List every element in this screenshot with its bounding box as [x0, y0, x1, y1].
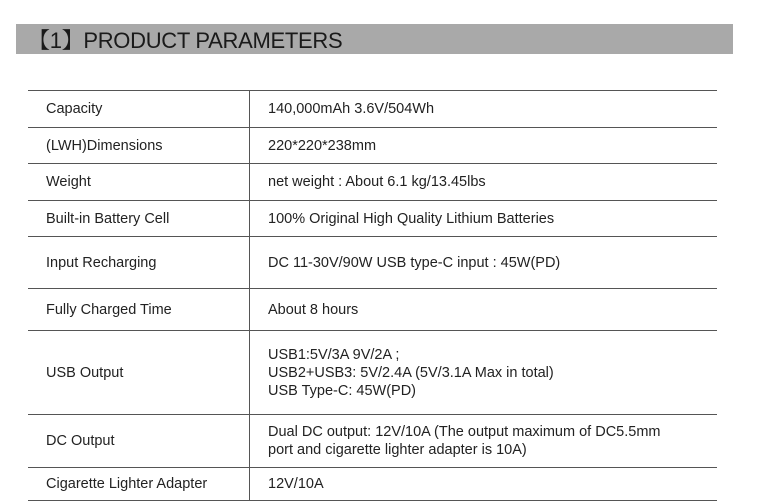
- table-row: [28, 289, 717, 331]
- table-row: [28, 415, 717, 468]
- parameter-value-line: 140,000mAh 3.6V/504Wh: [268, 101, 435, 117]
- parameter-value: [250, 331, 718, 415]
- table-row: [28, 201, 717, 237]
- parameter-label: Cigarette Lighter Adapter: [28, 468, 250, 501]
- parameter-value: [250, 415, 718, 468]
- table-row: [28, 128, 717, 164]
- parameter-value: [250, 128, 718, 164]
- table-row: [28, 91, 717, 128]
- parameter-value-line: USB2+USB3: 5V/2.4A (5V/3.1A Max in total): [268, 364, 554, 381]
- parameter-value-line: About 8 hours: [268, 301, 359, 318]
- parameter-value-line: Dual DC output: 12V/10A (The output maximum of DC5.5mm: [268, 424, 661, 440]
- parameter-label: Input Recharging: [28, 237, 250, 289]
- parameter-value-line: DC 11-30V/90W USB type-C input : 45W(PD): [268, 254, 561, 271]
- parameter-value-line: net weight : About 6.1 kg/13.45lbs: [268, 174, 486, 190]
- parameter-value: [250, 289, 718, 331]
- table-row: [28, 164, 717, 201]
- parameter-value-line: USB1:5V/3A 9V/2A ;: [268, 346, 400, 363]
- parameter-value: [250, 91, 718, 128]
- table-row: [28, 331, 717, 415]
- table-row: [28, 468, 717, 501]
- parameter-value: [250, 237, 718, 289]
- parameter-label: (LWH)Dimensions: [28, 128, 250, 164]
- parameter-value: [250, 468, 718, 501]
- parameter-value-line: 220*220*238mm: [268, 137, 377, 154]
- section-title: 【1】PRODUCT PARAMETERS: [28, 27, 343, 53]
- parameter-label: Fully Charged Time: [28, 289, 250, 331]
- parameter-value-line: USB Type-C: 45W(PD): [268, 382, 416, 399]
- parameter-label: Built-in Battery Cell: [28, 201, 250, 237]
- parameter-label: Weight: [28, 164, 250, 201]
- parameter-label: USB Output: [28, 331, 250, 415]
- section-header: [16, 24, 733, 54]
- parameter-value: [250, 164, 718, 201]
- parameter-value-line: 12V/10A: [268, 476, 324, 492]
- parameter-value-line: port and cigarette lighter adapter is 10A): [268, 442, 527, 458]
- parameter-label: DC Output: [28, 415, 250, 468]
- parameter-value-line: 100% Original High Quality Lithium Batteries: [268, 210, 555, 227]
- parameters-table: [28, 90, 717, 501]
- table-row: [28, 237, 717, 289]
- parameters-table-body: [28, 91, 717, 501]
- parameter-label: Capacity: [28, 91, 250, 128]
- parameter-value: [250, 201, 718, 237]
